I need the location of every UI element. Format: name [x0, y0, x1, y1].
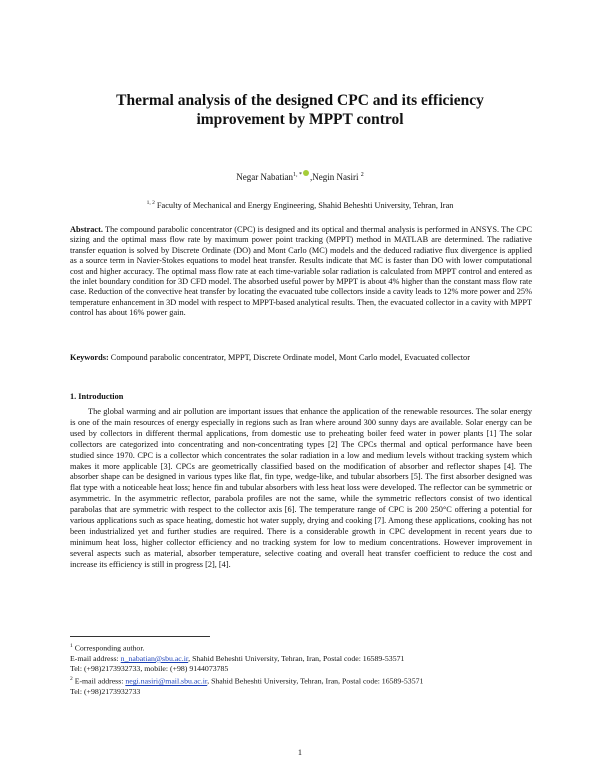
affiliation-sup: 1, 2: [146, 200, 155, 206]
footnote-1-tel: Tel: (+98)2173932733, mobile: (+98) 9144073785: [70, 664, 229, 673]
author-2-sup: 2: [360, 172, 364, 178]
affiliation-text: Faculty of Mechanical and Energy Engineering, Shahid Beheshti University, Tehran, Iran: [156, 200, 454, 210]
footnote-1-email-link[interactable]: n_nabatian@sbu.ac.ir: [120, 653, 189, 663]
page-number: 1: [297, 748, 303, 757]
footnote-1-email-line: [70, 654, 540, 664]
footnote-2-email-prefix: E-mail address:: [74, 676, 124, 686]
affiliation: [0, 200, 600, 210]
orcid-icon[interactable]: [303, 170, 309, 176]
author-1-sup: 1, *: [292, 172, 302, 178]
footnotes: [70, 641, 540, 697]
footnote-1: [70, 641, 540, 654]
author-1-name: Negar Nabatian: [236, 172, 293, 182]
footnote-2-tel: Tel: (+98)2173932733: [70, 687, 141, 696]
paper-title: Thermal analysis of the designed CPC and its efficiency improvement by MPPT control: [116, 92, 484, 128]
footnote-1-email-suffix: , Shahid Beheshti University, Tehran, Iran, Postal code: 16589-53571: [188, 653, 405, 663]
footnote-1-sup: 1: [70, 643, 73, 649]
footnote-2-email-suffix: , Shahid Beheshti University, Tehran, Iran, Postal code: 16589-53571: [207, 676, 424, 686]
keywords: [70, 353, 532, 363]
abstract-text: The compound parabolic concentrator (CPC) is designed and its optical and thermal analysis is performed in ANSYS. The CPC sizing and the optimal mass flow rate by maximum power point tracking (MPPT) method in MATLAB are determined. The radiative transfer equation is solved by Discrete Ordinate (DO) and Mont Carlo (MC) models and the deduced radiative flux divergence is applied as a source term in Navier-Stokes equations to model heat transfer. Results indicate that MC is faster than DO with lower computational cost and higher accuracy. The optimal mass flow rate at each time-variable solar radiation is calculated from MPPT control and entered as the inlet boundary condition for 3D CFD model. The absorbed useful power by MPPT is about 4% higher than the constant mass flow rate case. Reduction of the convective heat transfer by locating the evacuated tube collectors inside a cavity leads to 12% more power and 25% temperature enhancement in 3D model with respect to MPPT-based analytical results. Then, the evacuated collector in a cavity with MPPT control has about 16% power gain.: [70, 225, 532, 318]
intro-paragraph: The global warming and air pollution are important issues that enhance the application of the renewable resources. The solar energy is one of the main resources of energy especially in regions such as Iran where around 300 sunny days are available. Solar energy can be used by collectors in different thermal applications, from domestic use to preheating boiler feed water in power plants [1] The solar collectors are categorized into concentrating and non-concentrating types [2] The CPCs thermal and optical performance have been studied since 1970. CPC is a collector which concentrates the solar radiation in a low and medium levels without tracking system which makes it more applicable [3]. CPCs are geometrically classified based on the modification of absorber and reflector shapes [4]. The absorber shape can be designed in various types like flat, fin type, wedge-like, and tubular absorbers [5]. The first absorber designed was flat type with a noticeable heat loss; hence fin and tubular absorbers with less heat loss were developed. The reflector can be symmetric or asymmetric. In the asymmetric reflector, parabola profiles are not the same, while the symmetric reflectors consist of two identical parabolas that are symmetric with respect to the collector axis [6]. The temperature range of CPC is 200 250°C offering a potential for various applications such as space heating, domestic hot water supply, drying and cooking [7]. Among these applications, cooking has not been industrialized yet and further studies are required. There is a considerable growth in CPC development in recent years due to minimum heat loss, higher collector efficiency and no tracking system for low to medium concentrations. However improvement in several aspects such as material, absorber temperature, selective coating and overall heat transfer coefficient to reduce the cost and increase its efficiency is still in progress [2], [4].: [70, 407, 532, 569]
author-line: [0, 170, 600, 182]
author-2-name: Negin Nasiri: [312, 172, 359, 182]
abstract: [70, 225, 532, 319]
keywords-label: Keywords:: [70, 353, 109, 362]
footnote-2-email-link[interactable]: negi.nasiri@mail.sbu.ac.ir: [125, 676, 208, 686]
footnote-2-email-line: [70, 674, 540, 687]
footnote-1-text: Corresponding author.: [74, 643, 145, 653]
footnote-divider: [70, 636, 210, 637]
footnote-2-sup: 2: [70, 676, 73, 683]
author-separator: ,: [309, 172, 313, 182]
keywords-text: Compound parabolic concentrator, MPPT, Discrete Ordinate model, Mont Carlo model, Evacuated collector: [110, 353, 470, 362]
footnote-1-email-prefix: E-mail address:: [70, 653, 119, 663]
section-heading: 1. Introduction: [70, 392, 124, 401]
abstract-label: Abstract.: [70, 225, 103, 234]
